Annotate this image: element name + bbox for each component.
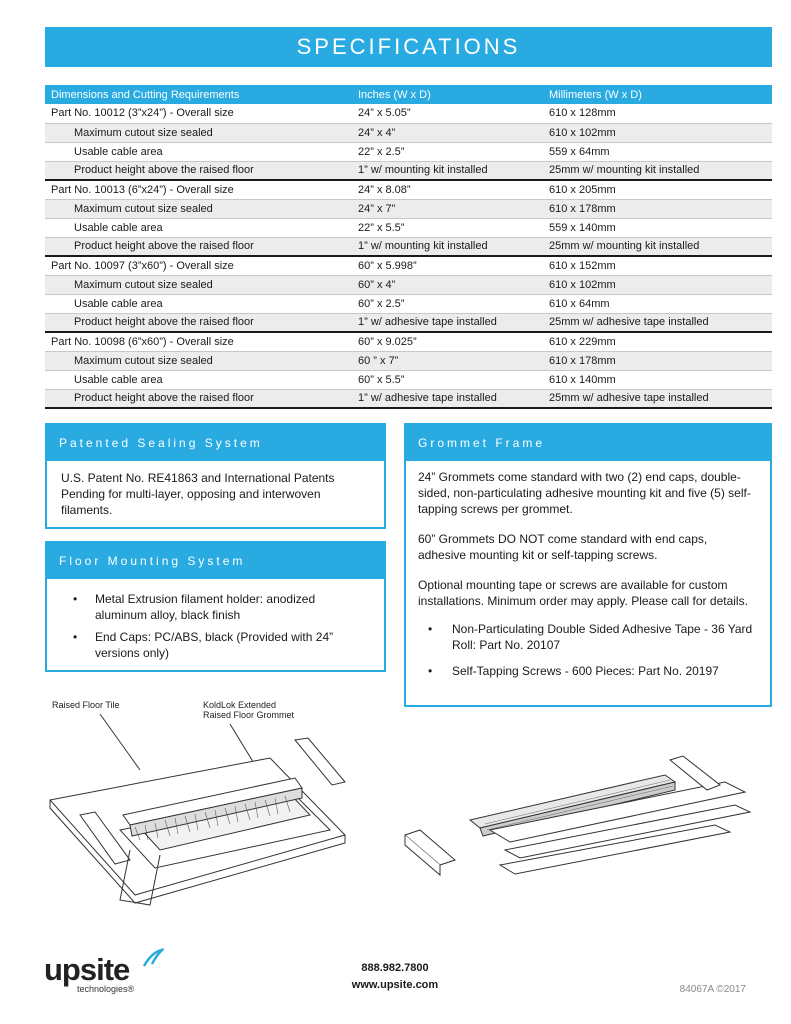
- panel-title: Floor Mounting System: [47, 543, 384, 579]
- cell-millimeters: 610 x 102mm: [543, 275, 772, 294]
- upsite-logo: [44, 952, 164, 1000]
- table-row: [45, 313, 772, 332]
- cell-description: Usable cable area: [45, 370, 352, 389]
- cell-inches: 1” w/ adhesive tape installed: [352, 313, 543, 332]
- cell-description: Usable cable area: [45, 218, 352, 237]
- panel-title: Patented Sealing System: [47, 425, 384, 461]
- table-row: [45, 237, 772, 256]
- table-row: [45, 275, 772, 294]
- floor-tile-drawing: [40, 690, 390, 930]
- grommet-kit-illustration: [395, 750, 775, 900]
- cell-description: Maximum cutout size sealed: [45, 275, 352, 294]
- logo-wordmark: upsite: [44, 952, 130, 987]
- cell-inches: 22” x 2.5”: [352, 142, 543, 161]
- table-row: [45, 142, 772, 161]
- patented-sealing-panel: [45, 423, 386, 529]
- table-row: [45, 104, 772, 123]
- cell-inches: 60” x 4”: [352, 275, 543, 294]
- cell-inches: 1” w/ adhesive tape installed: [352, 389, 543, 408]
- table-row: [45, 370, 772, 389]
- panel-title: Grommet Frame: [406, 425, 770, 461]
- header-millimeters: Millimeters (W x D): [543, 85, 772, 104]
- cell-millimeters: 559 x 140mm: [543, 218, 772, 237]
- grommet-frame-panel: [404, 423, 772, 707]
- cell-millimeters: 610 x 102mm: [543, 123, 772, 142]
- cell-inches: 24” x 5.05”: [352, 104, 543, 123]
- website-link[interactable]: www.upsite.com: [351, 979, 439, 991]
- cell-description: Product height above the raised floor: [45, 389, 352, 408]
- cell-description: Part No. 10098 (6”x60”) - Overall size: [45, 332, 352, 351]
- header-dimensions: Dimensions and Cutting Requirements: [45, 85, 352, 104]
- cell-description: Part No. 10097 (3”x60”) - Overall size: [45, 256, 352, 275]
- panel-body: U.S. Patent No. RE41863 and International Patents Pending for multi-layer, opposing and interwoven filaments.: [61, 471, 335, 517]
- list-item: • Metal Extrusion filament holder: anodized aluminum alloy, black finish: [73, 591, 364, 623]
- cell-inches: 60 ” x 7”: [352, 351, 543, 370]
- table-row: [45, 180, 772, 199]
- list-item: • Self-Tapping Screws - 600 Pieces: Part No. 20197: [428, 663, 758, 679]
- cell-description: Maximum cutout size sealed: [45, 123, 352, 142]
- list-item: • End Caps: PC/ABS, black (Provided with 24” versions only): [73, 629, 364, 661]
- specifications-banner: SPECIFICATIONS: [45, 27, 772, 67]
- phone-number: 888.982.7800: [361, 962, 429, 974]
- floor-mounting-panel: [45, 541, 386, 672]
- cell-millimeters: 610 x 140mm: [543, 370, 772, 389]
- cell-description: Usable cable area: [45, 142, 352, 161]
- document-code: 84067A ©2017: [679, 984, 746, 995]
- cell-description: Maximum cutout size sealed: [45, 199, 352, 218]
- paragraph: 60” Grommets DO NOT come standard with end caps, adhesive mounting kit or self-tapping screws.: [418, 532, 708, 562]
- table-row: [45, 161, 772, 180]
- paragraph: Optional mounting tape or screws are available for custom installations. Minimum order may apply. Please call for details.: [418, 578, 748, 608]
- cell-description: Product height above the raised floor: [45, 237, 352, 256]
- contact-info: [300, 960, 490, 994]
- cell-millimeters: 559 x 64mm: [543, 142, 772, 161]
- table-row: [45, 218, 772, 237]
- table-header-row: [45, 85, 772, 104]
- cell-millimeters: 610 x 178mm: [543, 199, 772, 218]
- table-row: [45, 123, 772, 142]
- cell-description: Part No. 10013 (6”x24”) - Overall size: [45, 180, 352, 199]
- logo-subtitle: technologies®: [77, 984, 135, 994]
- cell-millimeters: 25mm w/ mounting kit installed: [543, 237, 772, 256]
- table-row: [45, 294, 772, 313]
- cell-inches: 60” x 5.998”: [352, 256, 543, 275]
- logo-swoosh-icon: [142, 948, 164, 970]
- cell-millimeters: 610 x 128mm: [543, 104, 772, 123]
- cell-inches: 1” w/ mounting kit installed: [352, 237, 543, 256]
- bullet-list: [47, 579, 384, 661]
- cell-description: Product height above the raised floor: [45, 313, 352, 332]
- cell-inches: 24” x 8.08”: [352, 180, 543, 199]
- table-row: [45, 389, 772, 408]
- cell-description: Usable cable area: [45, 294, 352, 313]
- bullet-list: [418, 621, 758, 679]
- table-row: [45, 199, 772, 218]
- header-inches: Inches (W x D): [352, 85, 543, 104]
- label-raised-floor-tile: Raised Floor Tile: [52, 700, 120, 710]
- table-row: [45, 351, 772, 370]
- cell-millimeters: 25mm w/ mounting kit installed: [543, 161, 772, 180]
- cell-millimeters: 610 x 178mm: [543, 351, 772, 370]
- specifications-table: [45, 85, 772, 409]
- cell-millimeters: 610 x 152mm: [543, 256, 772, 275]
- cell-description: Maximum cutout size sealed: [45, 351, 352, 370]
- cell-millimeters: 610 x 229mm: [543, 332, 772, 351]
- raised-floor-illustration: [40, 690, 390, 930]
- cell-inches: 24” x 7”: [352, 199, 543, 218]
- cell-inches: 1” w/ mounting kit installed: [352, 161, 543, 180]
- cell-inches: 60” x 9.025”: [352, 332, 543, 351]
- cell-inches: 22” x 5.5”: [352, 218, 543, 237]
- list-item: • Non-Particulating Double Sided Adhesive Tape - 36 Yard Roll: Part No. 20107: [428, 621, 758, 653]
- cell-inches: 24” x 4”: [352, 123, 543, 142]
- cell-description: Product height above the raised floor: [45, 161, 352, 180]
- cell-millimeters: 610 x 205mm: [543, 180, 772, 199]
- paragraph: 24” Grommets come standard with two (2) end caps, double-sided, non-particulating adhesive mounting kit and five (5) self-tapping screws per grommet.: [418, 470, 751, 516]
- cell-millimeters: 25mm w/ adhesive tape installed: [543, 313, 772, 332]
- grommet-kit-drawing: [395, 750, 775, 900]
- table-row: [45, 332, 772, 351]
- cell-inches: 60” x 2.5”: [352, 294, 543, 313]
- cell-inches: 60” x 5.5”: [352, 370, 543, 389]
- cell-description: Part No. 10012 (3”x24”) - Overall size: [45, 104, 352, 123]
- label-grommet-line2: Raised Floor Grommet: [203, 710, 295, 720]
- table-row: [45, 256, 772, 275]
- cell-millimeters: 25mm w/ adhesive tape installed: [543, 389, 772, 408]
- label-grommet-line1: KoldLok Extended: [203, 700, 277, 710]
- cell-millimeters: 610 x 64mm: [543, 294, 772, 313]
